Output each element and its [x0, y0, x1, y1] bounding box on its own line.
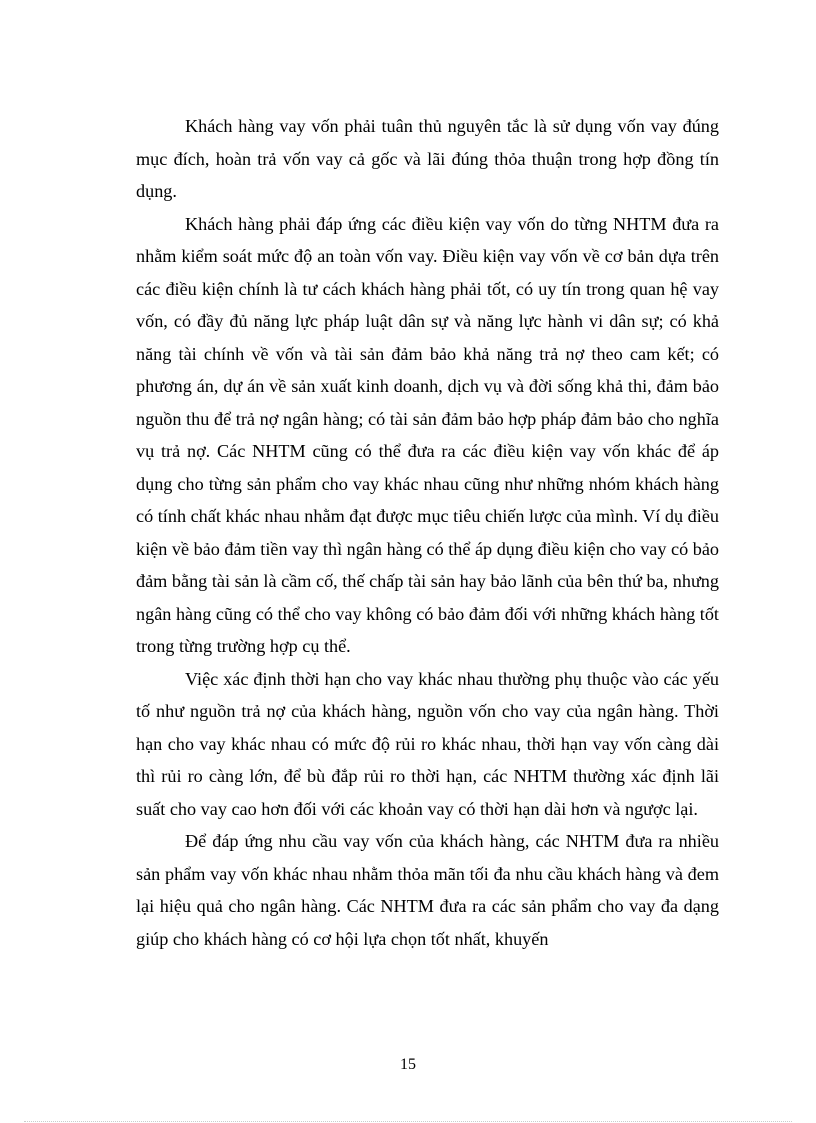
paragraph-loan-principles: Khách hàng vay vốn phải tuân thủ nguyên tắc là sử dụng vốn vay đúng mục đích, hoàn trả vốn vay cả gốc và lãi đúng thỏa thuận trong hợp đồng tín dụng. — [136, 116, 719, 201]
page-bottom-divider — [24, 1121, 792, 1122]
paragraph-loan-term: Việc xác định thời hạn cho vay khác nhau thường phụ thuộc vào các yếu tố như nguồn trả nợ của khách hàng, nguồn vốn cho vay của ngân hàng. Thời hạn cho vay khác nhau có mức độ rủi ro khác nhau, thời hạn vay vốn càng dài thì rủi ro càng lớn, để bù đắp rủi ro thời hạn, các NHTM thường xác định lãi suất cho vay cao hơn đối với các khoản vay có thời hạn dài hơn và ngược lại. — [136, 668, 719, 819]
paragraph-loan-conditions: Khách hàng phải đáp ứng các điều kiện vay vốn do từng NHTM đưa ra nhằm kiểm soát mức độ an toàn vốn vay. Điều kiện vay vốn về cơ bản dựa trên các điều kiện chính là tư cách khách hàng phải tốt, có uy tín trong quan hệ vay vốn, có đầy đủ năng lực pháp luật dân sự và năng lực hành vi dân sự; có khả năng tài chính về vốn và tài sản đảm bảo khả năng trả nợ theo cam kết; có phương án, dự án về sản xuất kinh doanh, dịch vụ và đời sống khả thi, đảm bảo nguồn thu để trả nợ ngân hàng; có tài sản đảm bảo hợp pháp đảm bảo cho nghĩa vụ trả nợ. Các NHTM cũng có thể đưa ra các điều kiện vay vốn khác để áp dụng cho từng sản phẩm cho vay khác nhau cũng như những nhóm khách hàng có tính chất khác nhau nhằm đạt được mục tiêu chiến lược của mình. Ví dụ điều kiện về bảo đảm tiền vay thì ngân hàng có thể áp dụng điều kiện cho vay có bảo đảm bằng tài sản là cầm cố, thế chấp tài sản hay bảo lãnh của bên thứ ba, nhưng ngân hàng cũng có thể cho vay không có bảo đảm đối với những khách hàng tốt trong từng trường hợp cụ thể. — [136, 213, 719, 656]
document-body — [136, 110, 719, 955]
page-number: 15 — [400, 1056, 416, 1073]
paragraph-loan-products: Để đáp ứng nhu cầu vay vốn của khách hàng, các NHTM đưa ra nhiều sản phẩm vay vốn khác nhau nhằm thỏa mãn tối đa nhu cầu khách hàng và đem lại hiệu quả cho ngân hàng. Các NHTM đưa ra các sản phẩm cho vay đa dạng giúp cho khách hàng có cơ hội lựa chọn tốt nhất, khuyến — [136, 831, 719, 949]
